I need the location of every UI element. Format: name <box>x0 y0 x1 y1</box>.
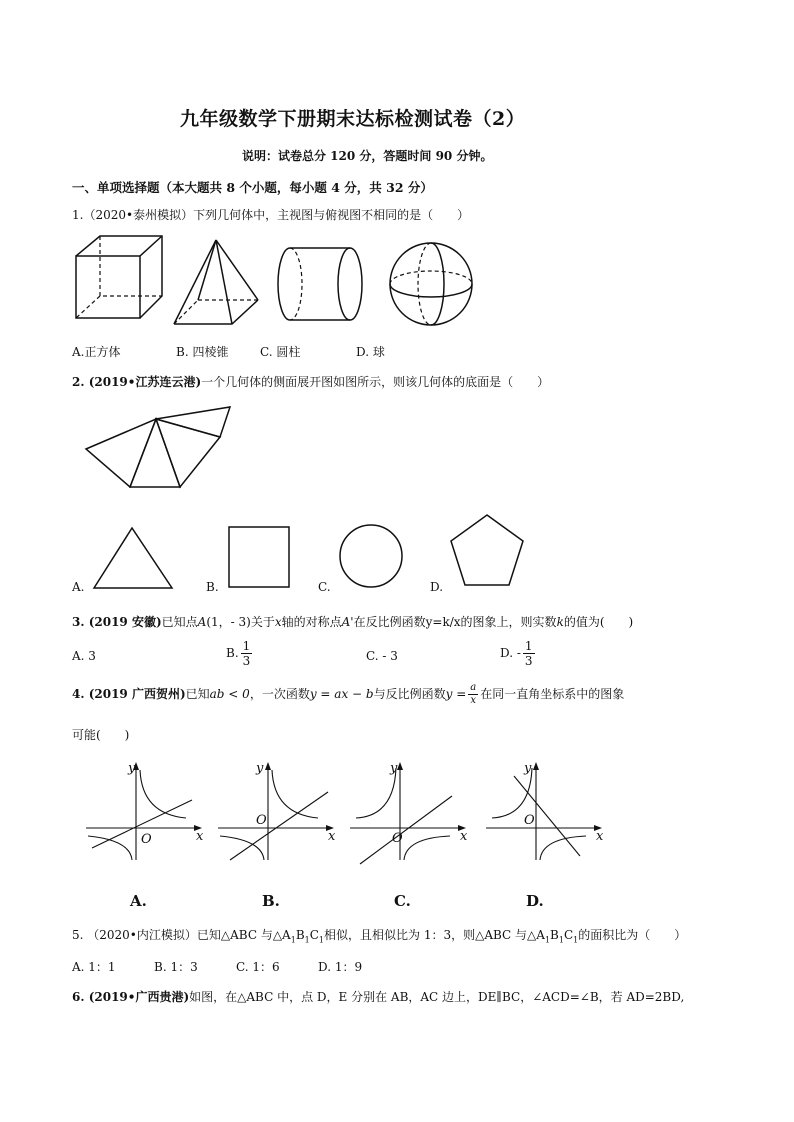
q3-option-b-fraction <box>241 640 253 667</box>
q3-text-d: 的图象上，则实数 <box>460 615 557 629</box>
sphere-figure <box>386 240 476 328</box>
origin-label: O <box>141 832 152 847</box>
graph-c-label: C. <box>394 892 411 910</box>
subscript: 1 <box>304 935 310 945</box>
graph-a <box>84 756 208 866</box>
q3-k-var: k <box>556 615 564 629</box>
pentagon-base-figure <box>447 512 527 588</box>
q3-coords: (1，- 3)关于 <box>206 615 275 629</box>
q4-text-d: 在同一直角坐标系中的图象 <box>480 687 625 701</box>
q1-option-b: B. 四棱锥 <box>176 345 229 359</box>
q3-option-c: C. - 3 <box>366 649 398 663</box>
q4-text-a: 已知 <box>185 687 210 701</box>
q4-condition: ab < 0 <box>209 687 250 701</box>
lateral-net-figure <box>84 403 232 489</box>
subscript: 1 <box>573 935 579 945</box>
q5-option-c: C. 1：6 <box>236 960 280 974</box>
q3-option-d-fraction <box>523 640 535 667</box>
q5-option-b: B. 1：3 <box>154 960 198 974</box>
question-1: 1.（2020•泰州模拟）下列几何体中，主视图与俯视图不相同的是（ ） <box>72 208 470 222</box>
q3-x-var: x <box>274 615 282 629</box>
question-4 <box>72 683 624 706</box>
fraction-denominator: 3 <box>242 654 251 668</box>
q4-text-b: ，一次函数 <box>249 687 310 701</box>
x-axis-label: x <box>596 829 604 844</box>
q5-text-a: 5. （2020•内江模拟）已知△ABC 与△A <box>72 928 291 942</box>
x-axis-label: x <box>328 829 336 844</box>
graph-b <box>216 756 340 866</box>
cube-figure <box>72 232 164 324</box>
y-axis-label: y <box>524 761 532 776</box>
origin-label: O <box>256 813 267 828</box>
q3-point-a: A <box>197 615 207 629</box>
q5-vertex-c: C <box>309 928 319 942</box>
q3-text-a: 已知点 <box>161 615 198 629</box>
q5-vertex-c2: C <box>563 928 574 942</box>
fraction-numerator: 1 <box>242 639 251 653</box>
q3-function: y=k/x <box>425 615 461 629</box>
y-axis-label: y <box>390 761 398 776</box>
square-base-figure <box>225 524 293 590</box>
section-heading: 一、单项选择题（本大题共 8 个小题，每小题 4 分，共 32 分） <box>72 180 433 195</box>
x-axis-label: x <box>196 829 204 844</box>
q2-source: 2. (2019•江苏连云港) <box>72 375 202 389</box>
graph-d <box>484 756 608 866</box>
origin-label: O <box>524 813 535 828</box>
q5-option-a: A. 1：1 <box>72 960 116 974</box>
q3-option-d-label: D. - <box>500 646 521 660</box>
q3-text-c: 在反比例函数 <box>353 615 426 629</box>
x-axis-label: x <box>460 829 468 844</box>
question-6 <box>72 988 684 1005</box>
q4-fraction <box>468 683 478 706</box>
q5-text-c: 的面积比为（ ） <box>578 928 687 942</box>
q1-option-d: D. 球 <box>356 345 385 359</box>
subscript: 1 <box>558 935 564 945</box>
fraction-numerator: 1 <box>524 639 533 653</box>
q4-linear-function: y = ax − b <box>309 687 374 701</box>
fraction-denominator: x <box>470 695 477 706</box>
q4-text-c: 与反比例函数 <box>373 687 446 701</box>
y-axis-label: y <box>128 761 136 776</box>
q6-text: 如图，在△ABC 中，点 D，E 分别在 AB，AC 边上，DE∥BC，∠ACD=∠B，若 AD=2BD, <box>189 990 685 1004</box>
fraction-denominator: 3 <box>524 654 533 668</box>
q3-text-b: 轴的对称点 <box>281 615 342 629</box>
q4-source: 4. (2019 广西贺州) <box>72 687 186 701</box>
page-title: 九年级数学下册期末达标检测试卷（2） <box>180 108 526 130</box>
q3-point-a-prime: A' <box>341 615 354 629</box>
q3-source: 3. (2019 安徽) <box>72 615 162 629</box>
q4-y-equals: y = <box>445 687 467 701</box>
y-axis-label: y <box>256 761 264 776</box>
question-2 <box>72 373 549 390</box>
q2-option-c: C. <box>318 580 331 594</box>
q3-text-e: 的值为( ) <box>563 615 634 629</box>
triangle-base-figure <box>90 524 176 592</box>
q5-vertex-b: B <box>295 928 305 942</box>
question-4-line2: 可能( ) <box>72 728 130 742</box>
q1-option-a: A.正方体 <box>72 345 121 359</box>
q3-option-a: A. 3 <box>72 649 96 663</box>
q2-option-d: D. <box>430 580 444 594</box>
origin-label: O <box>392 831 403 846</box>
subscript: 1 <box>318 935 325 945</box>
q5-text-b: 相似，且相似比为 1：3，则△ABC 与△A <box>324 928 545 942</box>
q5-option-d: D. 1：9 <box>318 960 363 974</box>
q2-option-a: A. <box>72 580 85 594</box>
q2-text: 一个几何体的侧面展开图如图所示，则该几何体的底面是（ ） <box>201 375 550 389</box>
subscript: 1 <box>290 935 296 945</box>
q1-option-c: C. 圆柱 <box>260 345 301 359</box>
pyramid-figure <box>170 238 262 328</box>
graph-d-label: D. <box>526 892 544 910</box>
graph-c <box>348 756 472 866</box>
graph-a-label: A. <box>130 892 147 910</box>
cylinder-figure <box>268 244 364 324</box>
graph-b-label: B. <box>262 892 280 910</box>
q3-option-d <box>500 640 537 667</box>
q3-option-b <box>226 640 254 667</box>
subscript: 1 <box>544 935 551 945</box>
exam-note: 说明：试卷总分 120 分，答题时间 90 分钟。 <box>242 149 493 163</box>
question-5 <box>72 926 686 944</box>
circle-base-figure <box>336 522 406 590</box>
q2-option-b: B. <box>206 580 219 594</box>
q3-option-b-label: B. <box>226 646 239 660</box>
q6-source: 6. (2019•广西贵港) <box>72 990 190 1004</box>
q5-vertex-b2: B <box>550 928 559 942</box>
fraction-numerator: a <box>470 682 477 693</box>
question-3 <box>72 613 633 630</box>
